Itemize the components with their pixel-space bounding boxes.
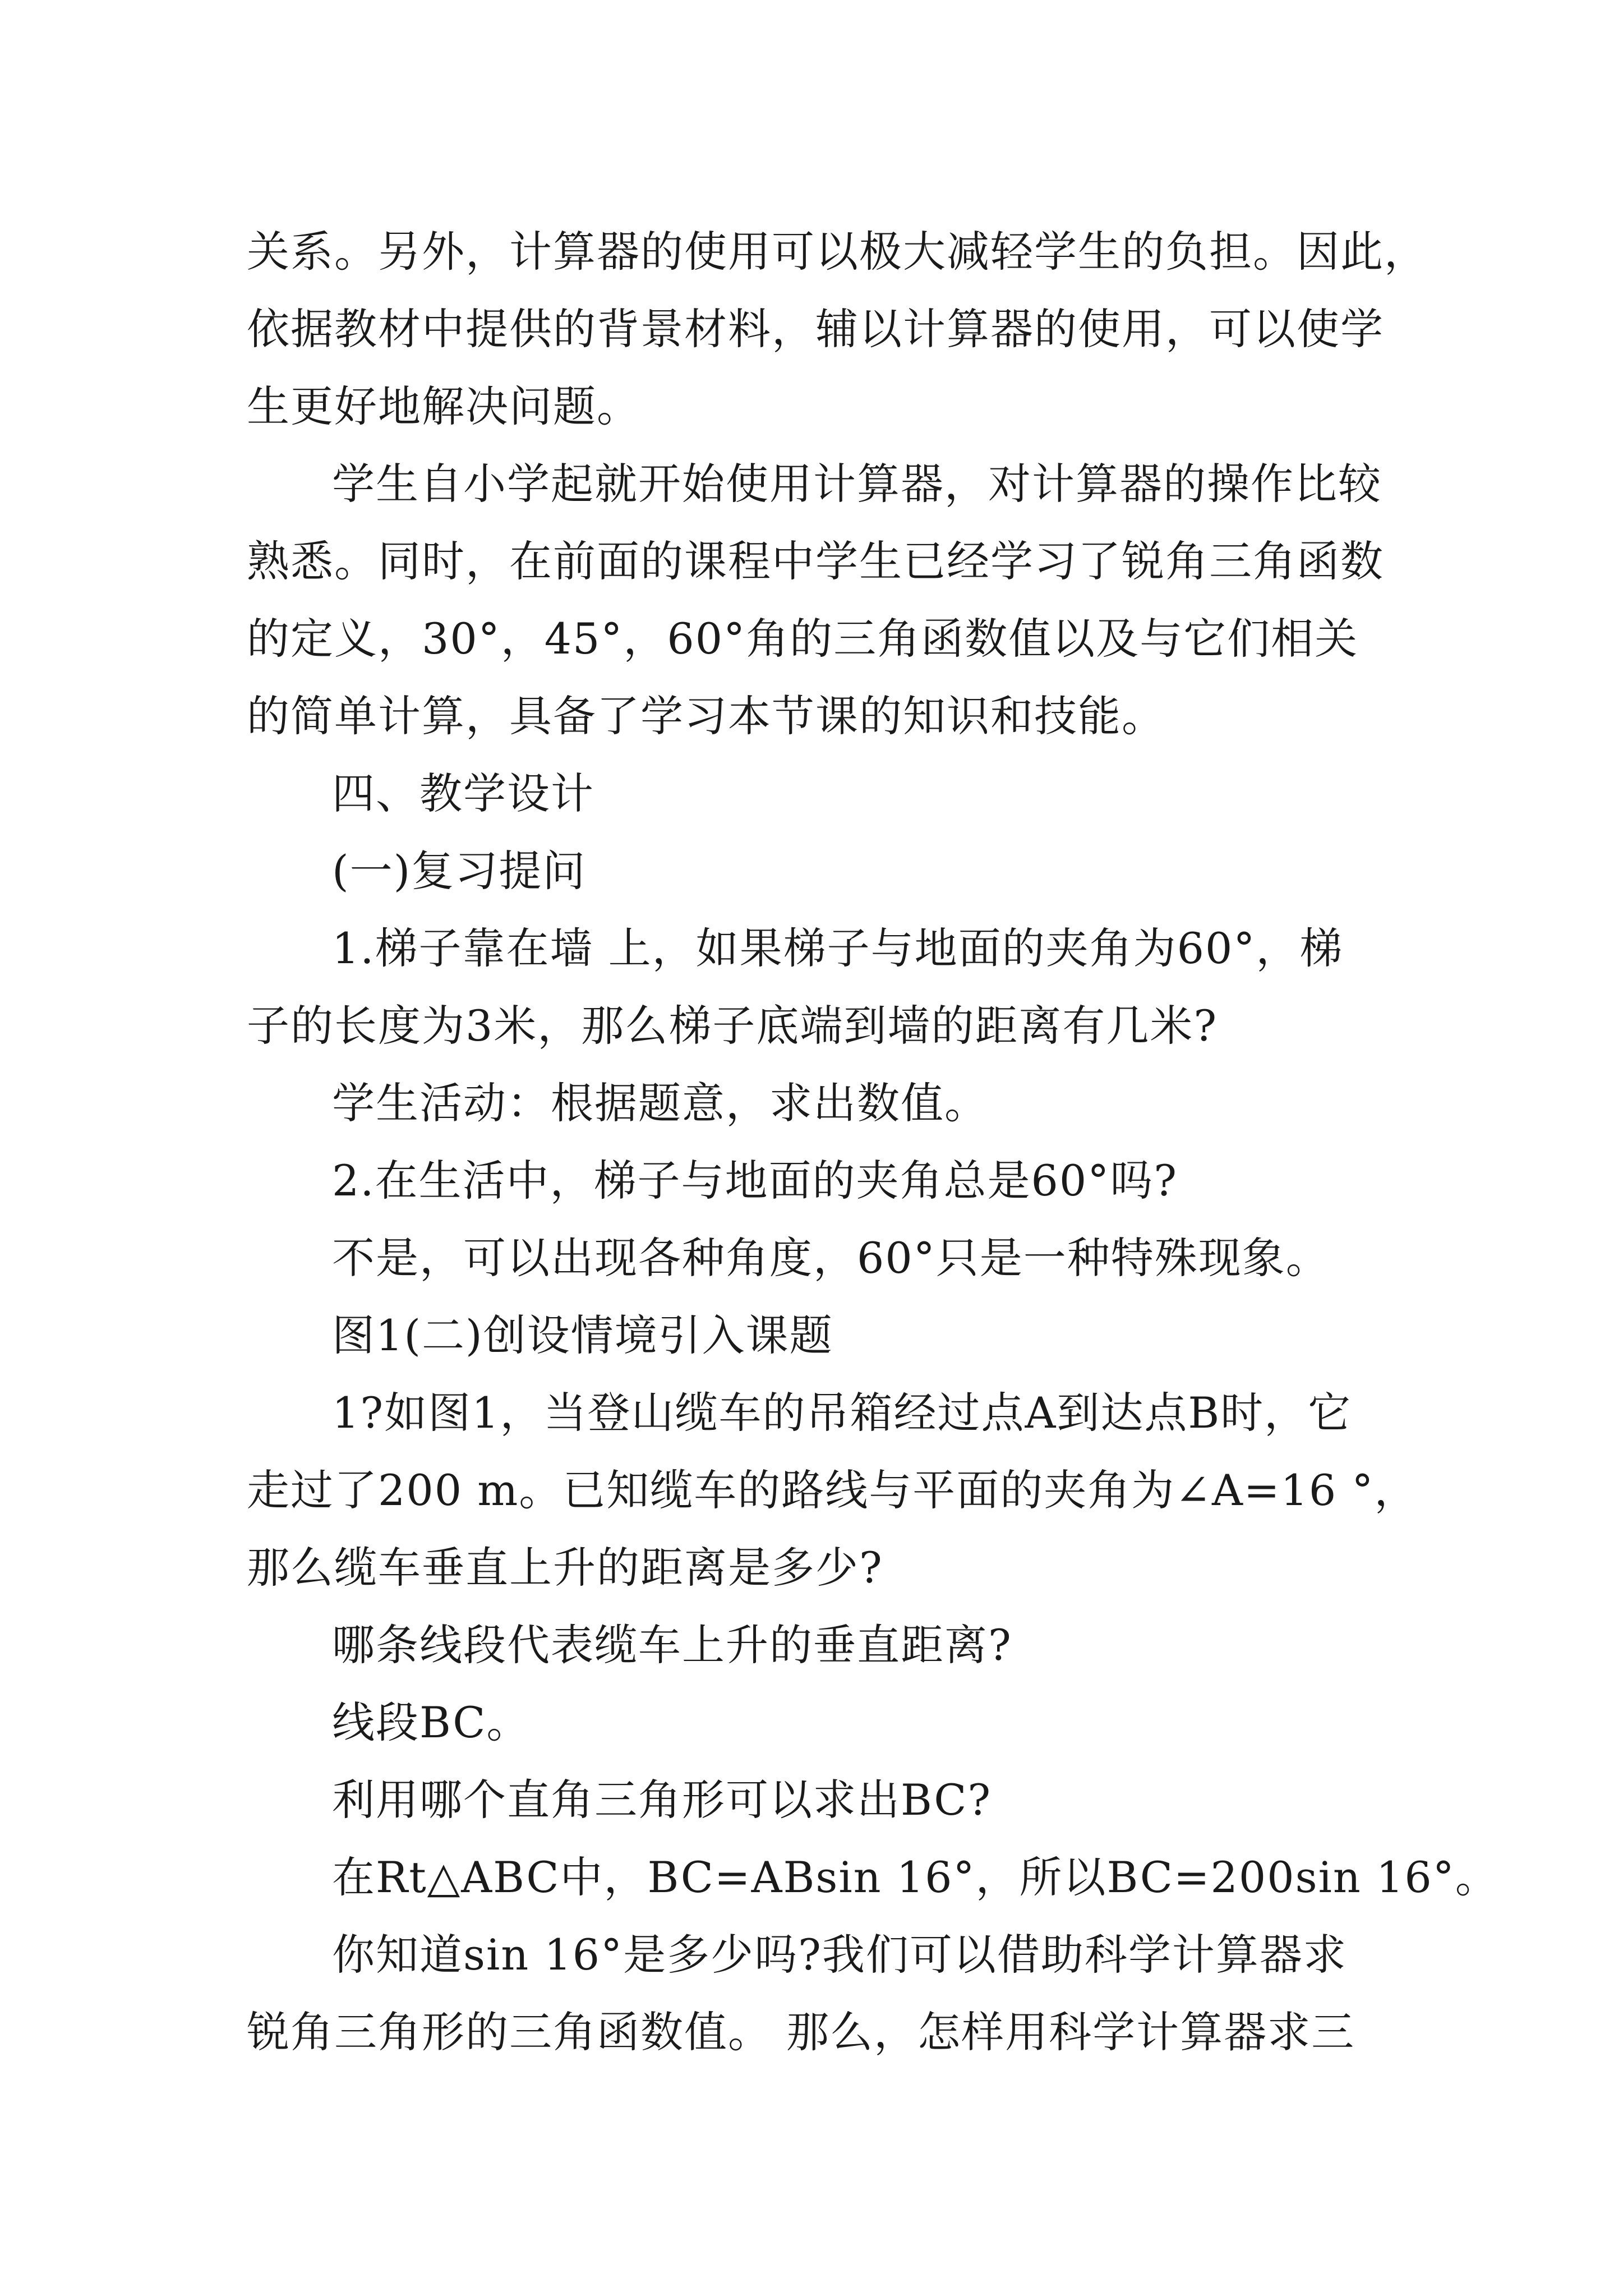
paragraph <box>247 1374 1418 1607</box>
text-line: 关系。另外，计算器的使用可以极大减轻学生的负担。因此， <box>247 227 1428 277</box>
text-line: 生更好地解决问题。 <box>247 381 640 431</box>
text-line: 在Rt△ABC中，BC=ABsin 16°，所以BC=200sin 16°。 <box>332 1852 1499 1902</box>
text-line: 利用哪个直角三角形可以求出BC? <box>332 1775 992 1825</box>
text-line: 走过了200 m。已知缆车的路线与平面的夹角为∠A=16 °， <box>247 1465 1418 1515</box>
text-line: 图1(二)创设情境引入课题 <box>332 1310 833 1360</box>
paragraph <box>247 213 1428 445</box>
text-line: 熟悉。同时，在前面的课程中学生已经学习了锐角三角函数 <box>247 536 1384 586</box>
text-line: 的简单计算，具备了学习本节课的知识和技能。 <box>247 691 1165 741</box>
subsection-heading <box>247 1297 1391 1374</box>
subsection-heading <box>247 832 1391 910</box>
text-line: 哪条线段代表缆车上升的垂直距离? <box>332 1620 1012 1670</box>
text-line: 四、教学设计 <box>332 769 594 818</box>
text-line: (一)复习提问 <box>332 846 587 896</box>
text-line: 子的长度为3米，那么梯子底端到墙的距离有几米? <box>247 1001 1218 1051</box>
paragraph <box>247 910 1391 1065</box>
text-line: 锐角三角形的三角函数值。 那么，怎样用科学计算器求三 <box>247 2007 1355 2057</box>
text-line: 2.在生活中，梯子与地面的夹角总是60°吗? <box>332 1156 1178 1205</box>
paragraph <box>247 1839 1499 1916</box>
text-line: 学生自小学起就开始使用计算器，对计算器的操作比较 <box>332 459 1382 509</box>
text-line: 1?如图1，当登山缆车的吊箱经过点A到达点B时，它 <box>332 1388 1352 1438</box>
paragraph <box>247 1684 1391 1761</box>
text-line: 那么缆车垂直上升的距离是多少? <box>247 1543 883 1593</box>
paragraph <box>247 445 1391 755</box>
paragraph <box>247 1220 1391 1297</box>
text-line: 1.梯子靠在墙 上，如果梯子与地面的夹角为60°，梯 <box>332 923 1344 973</box>
section-heading <box>247 755 1391 832</box>
paragraph <box>247 1916 1391 2071</box>
text-line: 线段BC。 <box>332 1697 531 1747</box>
document-body <box>247 213 1499 2071</box>
text-line: 学生活动：根据题意，求出数值。 <box>332 1078 988 1128</box>
text-line: 你知道sin 16°是多少吗?我们可以借助科学计算器求 <box>332 1930 1347 1980</box>
paragraph <box>247 1607 1391 1684</box>
text-line: 依据教材中提供的背景材料，辅以计算器的使用，可以使学 <box>247 304 1384 354</box>
paragraph <box>247 1065 1391 1142</box>
text-line: 不是，可以出现各种角度，60°只是一种特殊现象。 <box>332 1233 1330 1283</box>
paragraph <box>247 1142 1391 1220</box>
paragraph <box>247 1761 1391 1839</box>
text-line: 的定义，30°，45°，60°角的三角函数值以及与它们相关 <box>247 614 1359 664</box>
